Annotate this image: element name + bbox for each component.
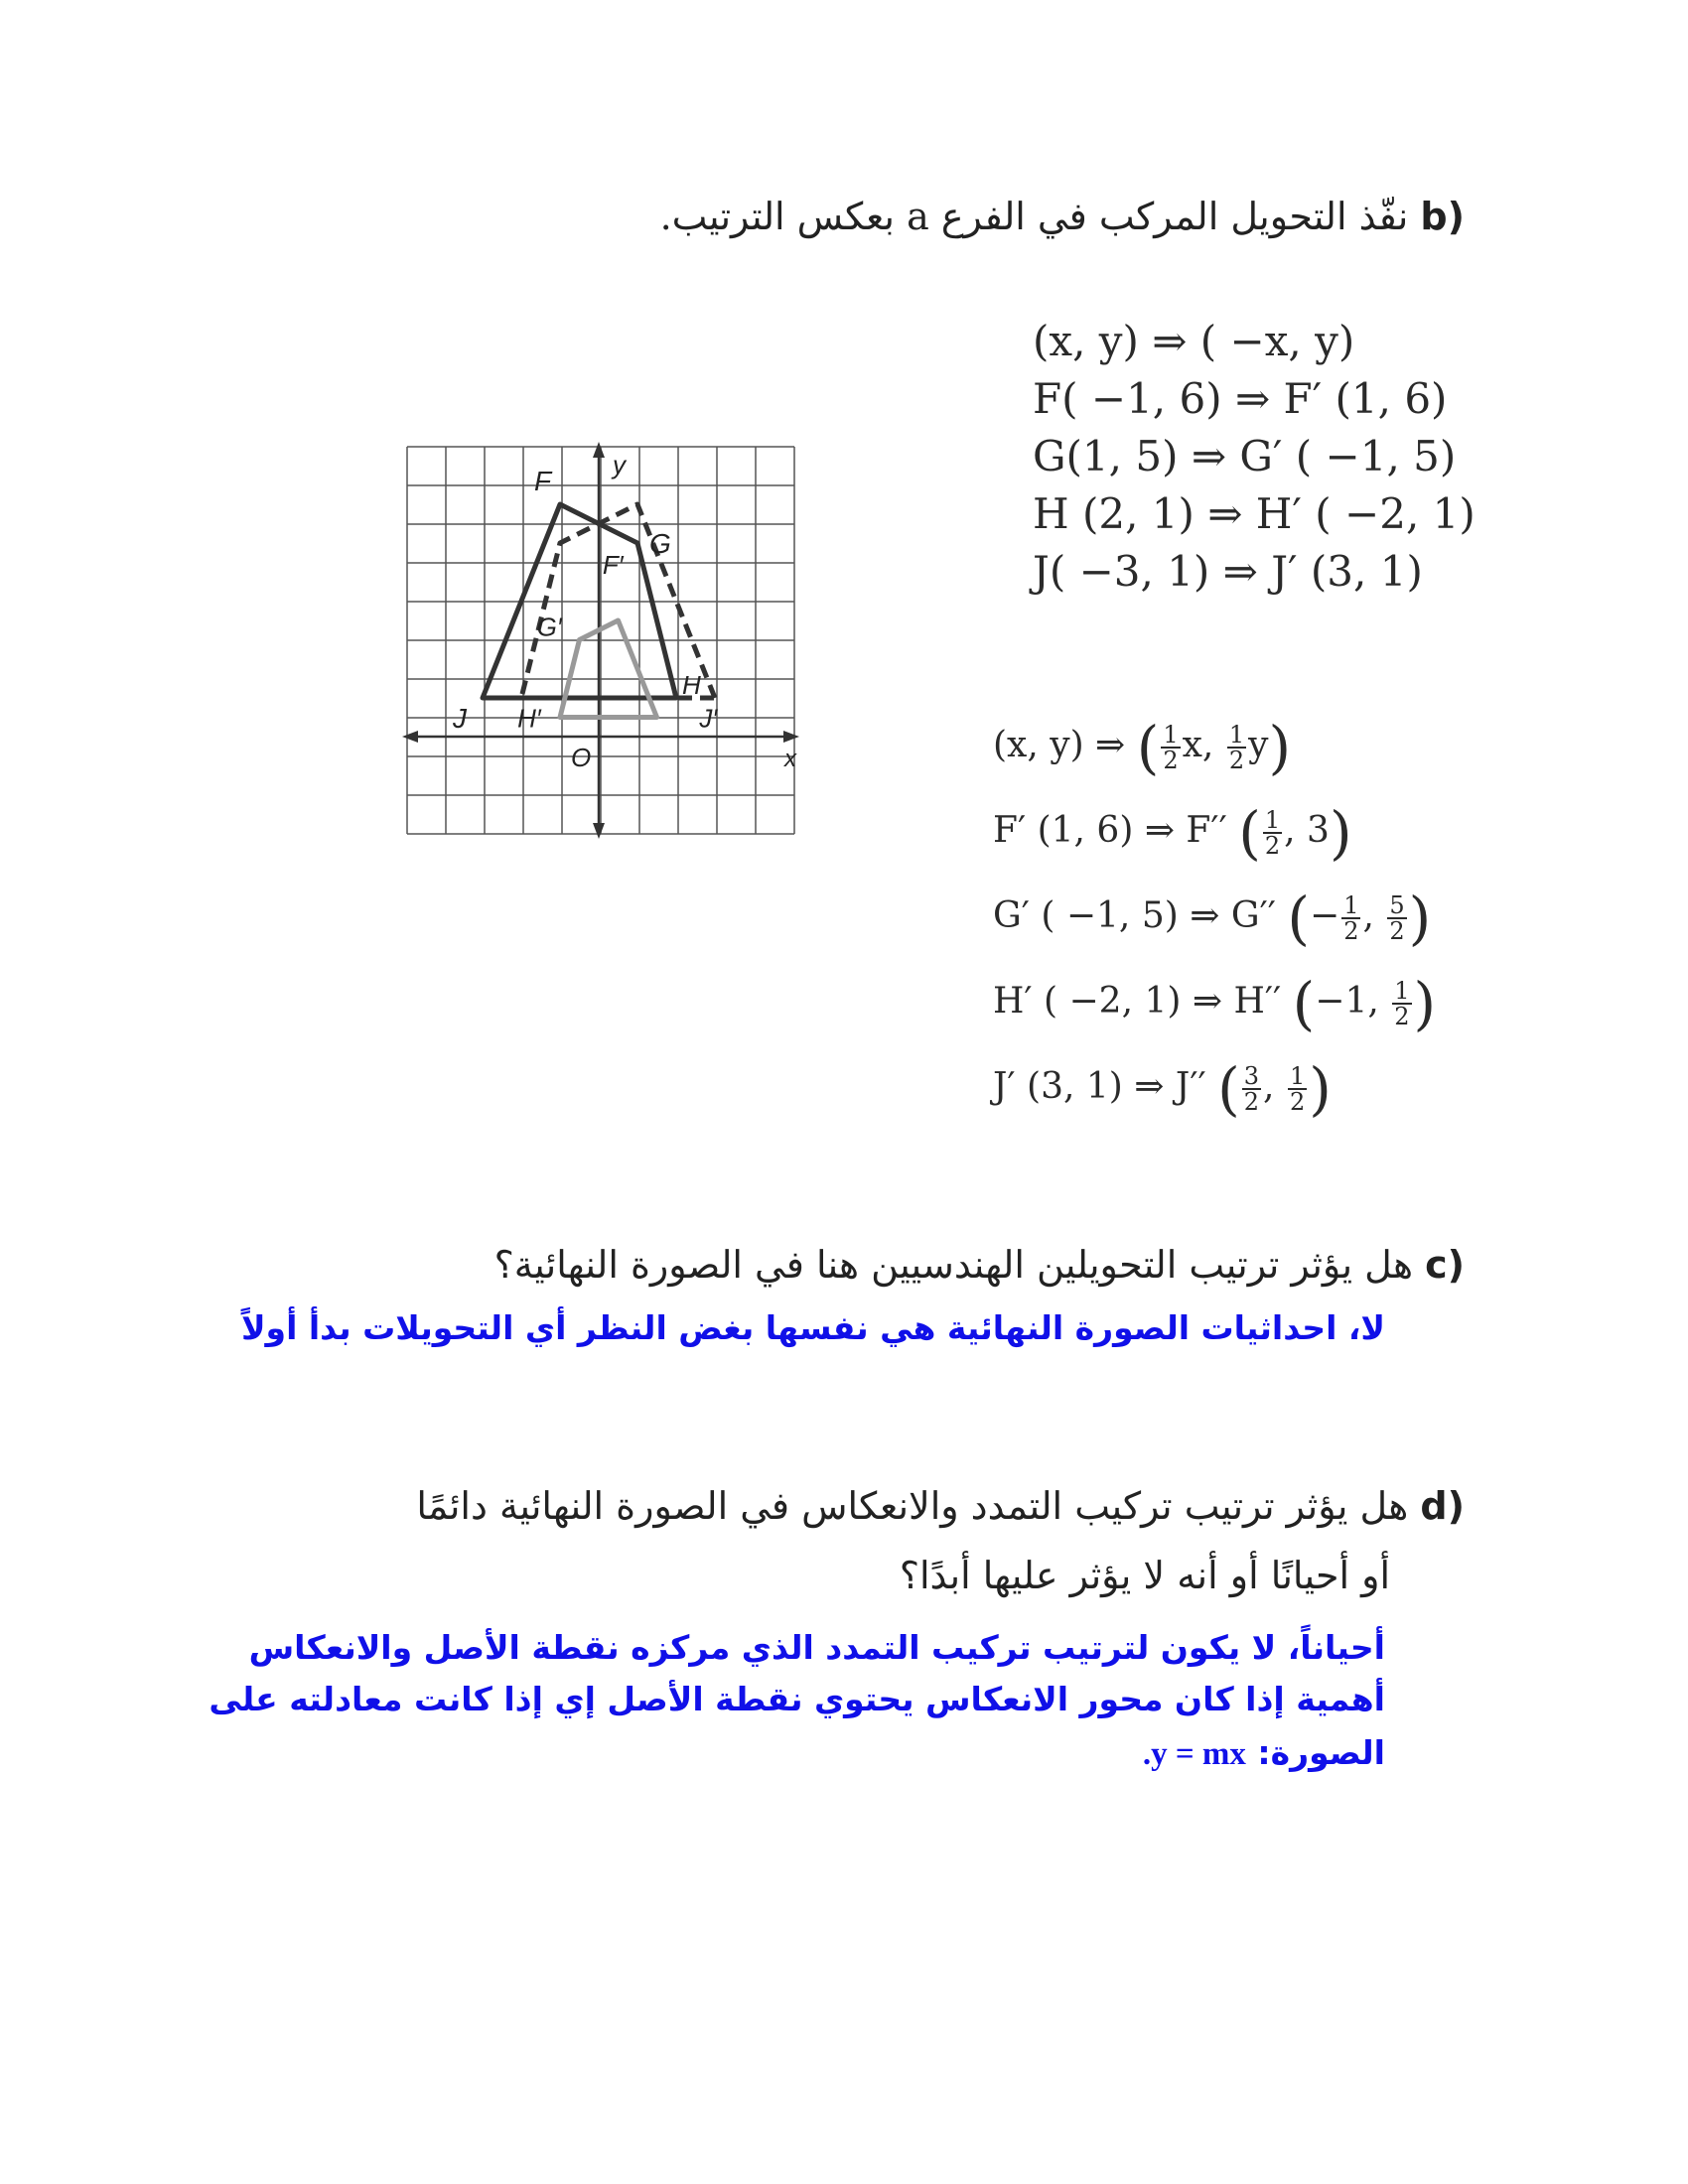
y-axis-bottom-arrow: [593, 823, 605, 839]
label-h-prime: H′: [517, 703, 541, 734]
label-h: H: [682, 670, 701, 700]
part-b-letter: b): [1420, 195, 1465, 238]
coord-fraction: $\frac{1}{2}$: [1264, 806, 1281, 860]
dilation-row-left: F′ (1, 6) ⇒ F′′: [993, 810, 1227, 851]
dilation-row-g: G′ ( −1, 5) ⇒ G′′ (− $\frac{1}{2}$ , $\frac{5}{2}$ ): [993, 885, 1432, 952]
dilation-row-left: G′ ( −1, 5) ⇒ G′′: [993, 895, 1276, 936]
reflection-block: [1033, 313, 1476, 601]
grid-lines: [407, 447, 794, 834]
dilation-block: [993, 703, 1436, 1130]
reflection-row-g: G(1, 5) ⇒ G′ ( −1, 5): [1033, 432, 1457, 480]
label-g: G: [649, 528, 671, 559]
part-c-answer: لا، احداثيات الصورة النهائية هي نفسها بغض النظر أي التحويلات بدأ أولاً: [240, 1308, 1385, 1347]
coord-fraction: $\frac{1}{2}$: [1343, 891, 1359, 945]
coordinate-graph: [402, 442, 799, 839]
coord-fraction: $\frac{1}{2}$: [1394, 977, 1410, 1030]
dilation-row-left: H′ ( −2, 1) ⇒ H′′: [993, 981, 1282, 1022]
part-d-answer-line3: [1143, 1733, 1385, 1773]
label-f: F: [534, 466, 552, 496]
part-d-answer-eq: .y = mx: [1142, 1736, 1246, 1772]
coord-value: 3: [1307, 810, 1330, 851]
part-c-text: هل يؤثر ترتيب التحويلين الهندسيين هنا في الصورة النهائية؟: [493, 1243, 1413, 1287]
part-d-answer-line1: أحياناً، لا يكون لترتيب تركيب التمدد الذي مركزه نقطة الأصل والانعكاس: [248, 1628, 1385, 1667]
x-axis-left-arrow: [402, 731, 418, 743]
dilation-rule: (x, y) ⇒ ( $\frac{1}{2}$ x, $\frac{1}{2}$ y): [993, 714, 1292, 781]
coord-fraction: $\frac{3}{2}$: [1243, 1062, 1260, 1116]
part-d-question-line2: أو أحيانًا أو أنه لا يؤثر عليها أبدًا؟: [899, 1554, 1390, 1597]
reflection-row-f: F( −1, 6) ⇒ F′ (1, 6): [1033, 374, 1448, 423]
part-c-letter: c): [1425, 1243, 1465, 1287]
reflection-row-h: H (2, 1) ⇒ H′ ( −2, 1): [1033, 489, 1476, 538]
part-b-text: نفّذ التحويل المركب في الفرع a بعكس الترتيب.: [659, 195, 1409, 238]
y-axis-top-arrow: [593, 442, 605, 458]
y-axis-label: y: [613, 450, 626, 479]
part-c-question: [494, 1243, 1465, 1287]
label-f-prime: F′: [602, 550, 624, 581]
part-d-letter: d): [1420, 1484, 1465, 1528]
label-g-prime: G′: [536, 612, 562, 642]
dilation-rule-den-x: 2: [1163, 747, 1179, 774]
part-d-answer-line2: أهمية إذا كان محور الانعكاس يحتوي نقطة الأصل إي إذا كانت معادلته على: [209, 1680, 1385, 1718]
point-labels: [452, 450, 797, 772]
x-axis-right-arrow: [783, 731, 799, 743]
origin-label: O: [571, 743, 592, 772]
dilation-row-j: J′ (3, 1) ⇒ J′′ ( $\frac{3}{2}$ , $\frac{1}{2}$ ): [993, 1055, 1332, 1123]
coord-fraction: $\frac{5}{2}$: [1389, 891, 1405, 945]
coord-value: −1: [1315, 981, 1368, 1022]
reflection-row-j: J( −3, 1) ⇒ J′ (3, 1): [1033, 547, 1423, 596]
dilation-rule-left: (x, y) ⇒: [993, 725, 1126, 765]
x-axis-label: x: [784, 746, 796, 772]
dilation-rule-den-y: 2: [1228, 747, 1245, 774]
coord-fraction: $\frac{1}{2}$: [1289, 1062, 1306, 1116]
dilation-row-h: H′ ( −2, 1) ⇒ H′′ (−1, $\frac{1}{2}$ ): [993, 970, 1437, 1037]
dilation-rule-num-x: 1: [1163, 721, 1179, 749]
dilation-row-left: J′ (3, 1) ⇒ J′′: [993, 1066, 1206, 1107]
figure-dilated: [560, 620, 657, 718]
part-d-question-line1: [416, 1484, 1465, 1528]
dilation-row-f: F′ (1, 6) ⇒ F′′ ( $\frac{1}{2}$ , 3): [993, 799, 1352, 867]
label-j-prime: J′: [699, 703, 718, 734]
label-j: J: [453, 703, 467, 734]
part-d-text-line1: هل يؤثر ترتيب تركيب التمدد والانعكاس في الصورة النهائية دائمًا: [416, 1484, 1409, 1528]
dilation-rule-num-y: 1: [1228, 721, 1245, 749]
part-b-question: [660, 195, 1465, 238]
reflection-rule: (x, y) ⇒ ( −x, y): [1033, 317, 1355, 365]
part-d-answer-ar: الصورة:: [1257, 1733, 1385, 1772]
